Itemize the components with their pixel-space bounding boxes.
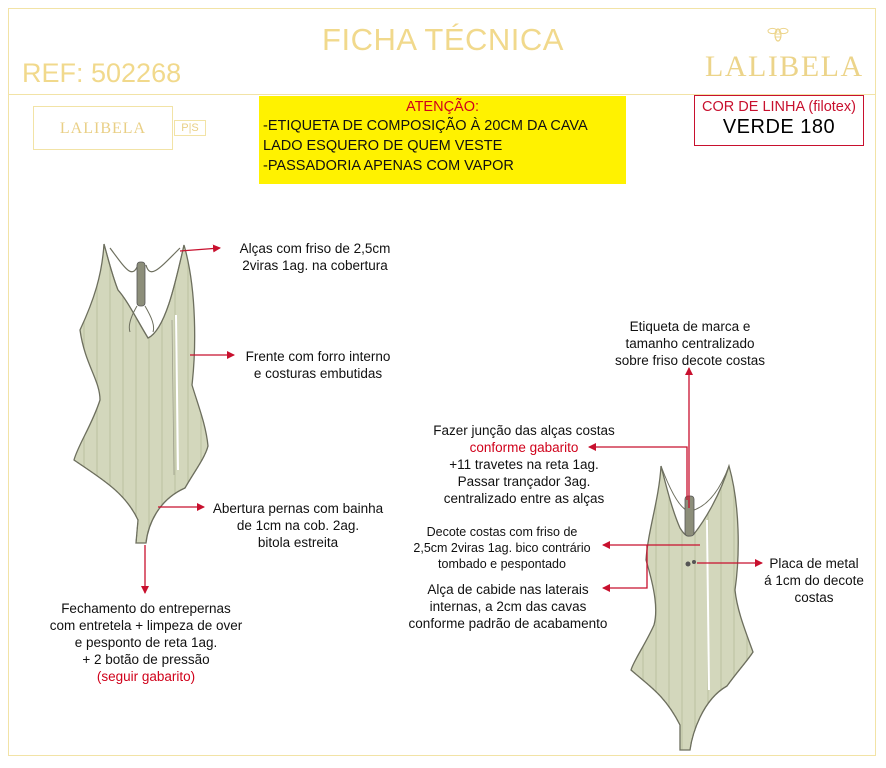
note-line: Alças com friso de 2,5cm — [239, 241, 391, 256]
page-title: FICHA TÉCNICA — [322, 22, 564, 57]
note-line: +11 travetes na reta 1ag. — [449, 457, 599, 472]
note-strap-join — [420, 422, 628, 507]
front-swimsuit-drawing — [74, 244, 208, 543]
thread-color-label: COR DE LINHA (filotex) — [702, 99, 856, 115]
note-crotch-closure — [30, 600, 262, 685]
note-line: centralizado entre as alças — [443, 491, 605, 506]
attention-heading: ATENÇÃO: — [405, 99, 480, 115]
note-line: tamanho centralizado — [625, 336, 755, 351]
attention-line: -ETIQUETA DE COMPOSIÇÃO À 20CM DA CAVA — [263, 118, 588, 134]
attention-line: -PASSADORIA APENAS COM VAPOR — [263, 158, 514, 174]
note-line: e costuras embutidas — [253, 366, 383, 381]
note-line: 2,5cm 2viras 1ag. bico contrário — [413, 541, 591, 555]
reference-code: REF: 502268 — [22, 58, 182, 88]
note-line: sobre friso decote costas — [614, 353, 766, 368]
attention-line: LADO ESQUERO DE QUEM VESTE — [263, 138, 503, 154]
thread-color-value: VERDE 180 — [722, 116, 836, 138]
back-swimsuit-drawing — [631, 466, 753, 750]
note-straps — [225, 240, 405, 274]
note-line: costas — [794, 590, 834, 605]
note-line: Abertura pernas com bainha — [212, 501, 384, 516]
note-line: á 1cm do decote — [764, 573, 864, 588]
note-line: e pesponto de reta 1ag. — [74, 635, 218, 650]
note-line: 2viras 1ag. na cobertura — [242, 258, 388, 273]
note-line: + 2 botão de pressão — [82, 652, 210, 667]
note-line: internas, a 2cm das cavas — [429, 599, 587, 614]
note-line: com entretela + limpeza de over — [49, 618, 243, 633]
note-line: Placa de metal — [769, 556, 859, 571]
note-line: Decote costas com friso de — [426, 525, 578, 539]
note-brand-label — [600, 318, 780, 369]
note-line: Frente com forro interno — [245, 349, 391, 364]
label-preview: LALIBELA — [33, 106, 173, 150]
note-front-lining — [238, 348, 398, 382]
note-line-red: conforme gabarito — [469, 440, 579, 455]
note-line: tombado e pespontado — [438, 557, 566, 571]
note-line: Passar trançador 3ag. — [457, 474, 591, 489]
note-line: Etiqueta de marca e — [629, 319, 751, 334]
note-line-red: (seguir gabarito) — [96, 669, 196, 684]
note-back-neckline — [402, 524, 602, 572]
note-line: conforme padrão de acabamento — [408, 616, 608, 631]
note-line: Alça de cabide nas laterais — [427, 582, 589, 597]
note-line: Fechamento do entrepernas — [61, 601, 231, 616]
note-line: Fazer junção das alças costas — [433, 423, 615, 438]
brand-logo: LALIBELA — [705, 50, 864, 83]
note-line: bitola estreita — [257, 535, 339, 550]
note-metal-plate — [762, 555, 866, 606]
note-line: de 1cm na cob. 2ag. — [236, 518, 360, 533]
size-tag: P|S — [174, 120, 206, 136]
note-leg-openings — [205, 500, 391, 551]
note-hanger-loop — [392, 581, 624, 632]
